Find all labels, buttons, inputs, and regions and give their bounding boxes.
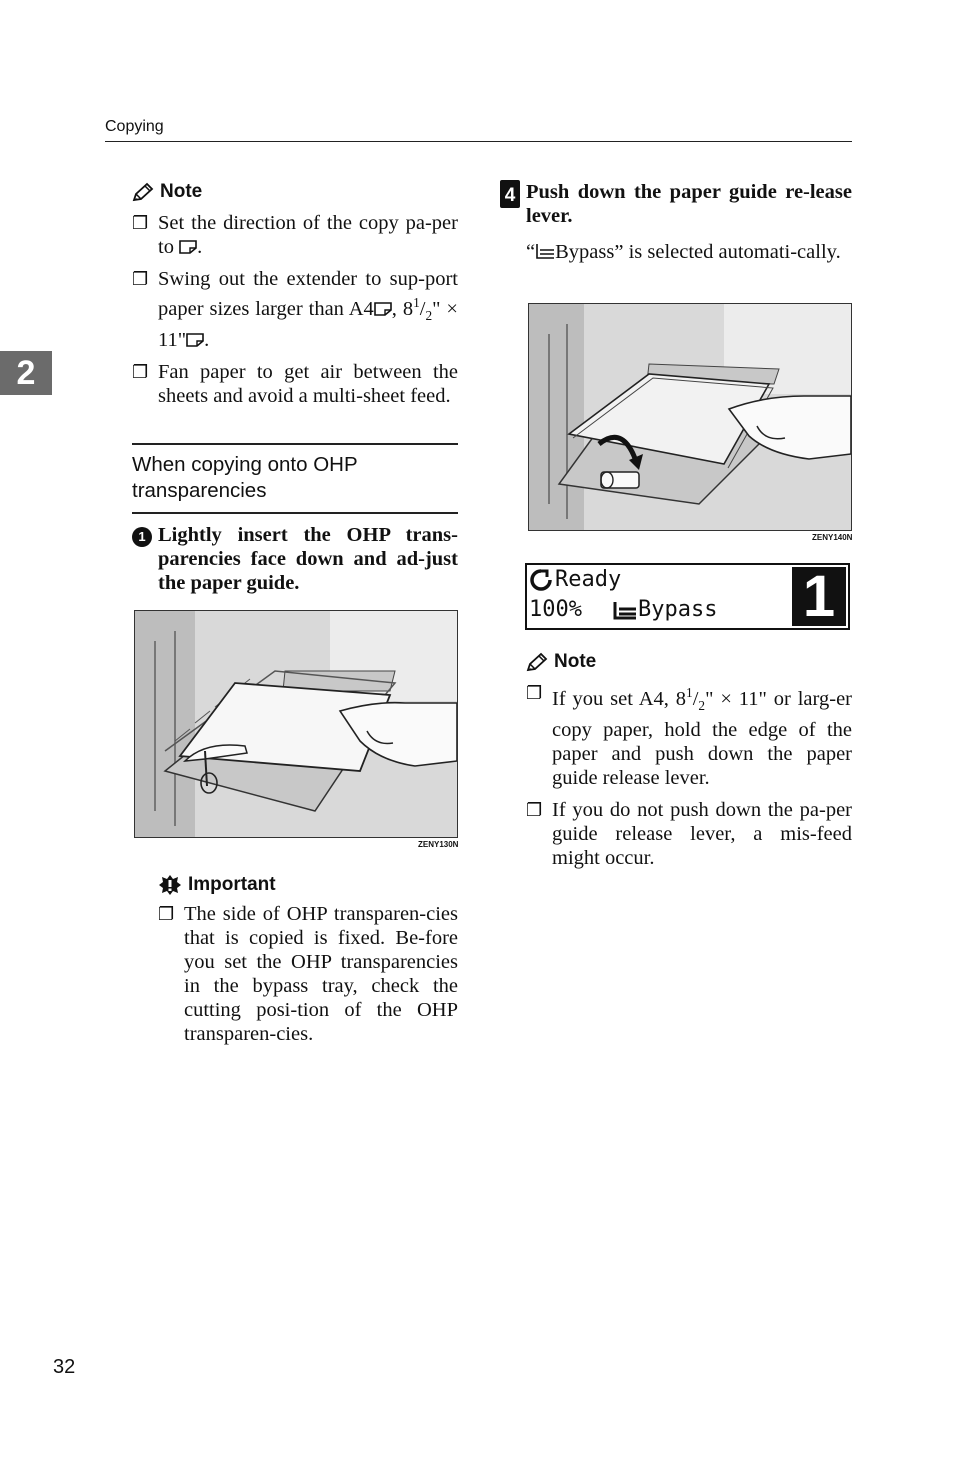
note-title: Note [554, 651, 597, 672]
copier-bypass-lever-illustration [529, 304, 851, 530]
step-4-body: “ Bypass” is selected automati-cally. [526, 241, 841, 263]
list-item: ❐ Swing out the extender to sup-port paper sizes larger than A4 , $8^1/_2$" × 11" . [132, 268, 458, 351]
left-note [132, 181, 458, 416]
checkbox-bullet-icon: ❐ [158, 904, 175, 924]
important-title: Important [188, 874, 276, 895]
important-item-text: The side of OHP transparen-cies that is copied is fixed. Be-fore you set the OHP transparencies in the bypass tray, check the cutting posi-tion of the OHP transparen-cies. [184, 903, 458, 1045]
lcd-zoom: 100% [529, 597, 582, 622]
checkbox-bullet-icon: ❐ [132, 213, 149, 233]
pencil-icon [526, 652, 548, 672]
figure-caption: ZENY130N [418, 840, 459, 849]
note-item-text: Fan paper to get air between the sheets and avoid a multi-sheet feed. [158, 360, 458, 407]
copier-bypass-tray-illustration [135, 611, 457, 837]
paper-landscape-icon [186, 333, 204, 347]
important-box [158, 874, 458, 1054]
step-text: Lightly insert the OHP trans-parencies face down and ad-just the paper guide. [158, 524, 458, 594]
figure-caption: ZENY140N [812, 533, 853, 542]
step-4 [500, 180, 852, 228]
release-lever-illustration [528, 303, 852, 531]
pencil-icon [132, 182, 154, 202]
ohp-insert-illustration [134, 610, 458, 838]
svg-text:4: 4 [504, 185, 516, 206]
list-item [132, 360, 458, 408]
note-heading [526, 651, 852, 673]
step-text: Push down the paper guide re-lease lever. [526, 181, 852, 227]
section-rule [132, 443, 458, 445]
right-note [526, 651, 852, 878]
bypass-tray-icon [535, 243, 555, 259]
step-number-4-badge [500, 180, 520, 208]
lcd-copy-count: 1 [792, 567, 846, 626]
checkbox-bullet-icon: ❐ [132, 361, 149, 382]
section-rule [132, 512, 458, 514]
important-icon [158, 874, 182, 896]
lcd-status: Ready [555, 567, 622, 592]
page-number: 32 [53, 1356, 76, 1378]
step-number-badge: 1 [132, 527, 152, 547]
note-item-text: If you set A4, 8 [552, 687, 687, 710]
note-title: Note [160, 181, 203, 202]
lcd-tray: Bypass [637, 597, 718, 622]
paper-landscape-icon [179, 240, 197, 254]
note-item-text: If you do not push down the pa-per guide release lever, a mis-feed might occur. [552, 798, 852, 869]
step-1 [132, 523, 458, 595]
running-head: Copying [105, 118, 164, 135]
paper-landscape-icon [374, 302, 392, 316]
checkbox-bullet-icon: ❐ [526, 683, 543, 703]
list-item [158, 902, 458, 1046]
note-item-text: Swing out the extender to sup-port paper sizes larger than A4 [158, 268, 458, 320]
header-rule [105, 141, 852, 142]
list-item: ❐ Set the direction of the copy pa-per to . [132, 212, 458, 258]
chapter-tab: 2 [0, 351, 52, 395]
lcd-panel [525, 563, 850, 630]
important-heading [158, 874, 458, 896]
note-item-text: Set the direction of the copy pa-per to [158, 212, 458, 258]
section-heading: When copying onto OHP transparencies [132, 453, 358, 502]
checkbox-bullet-icon: ❐ [132, 269, 149, 289]
list-item: ❐ If you set A4, $8^1/_2$" × 11" or larg-er copy paper, hold the edge of the paper and push down the paper guide release lever. [526, 683, 852, 789]
checkbox-bullet-icon: ❐ [526, 799, 543, 820]
note-heading [132, 181, 458, 203]
list-item [526, 798, 852, 870]
ready-circle-icon [529, 568, 553, 592]
bypass-tray-icon [612, 600, 638, 620]
